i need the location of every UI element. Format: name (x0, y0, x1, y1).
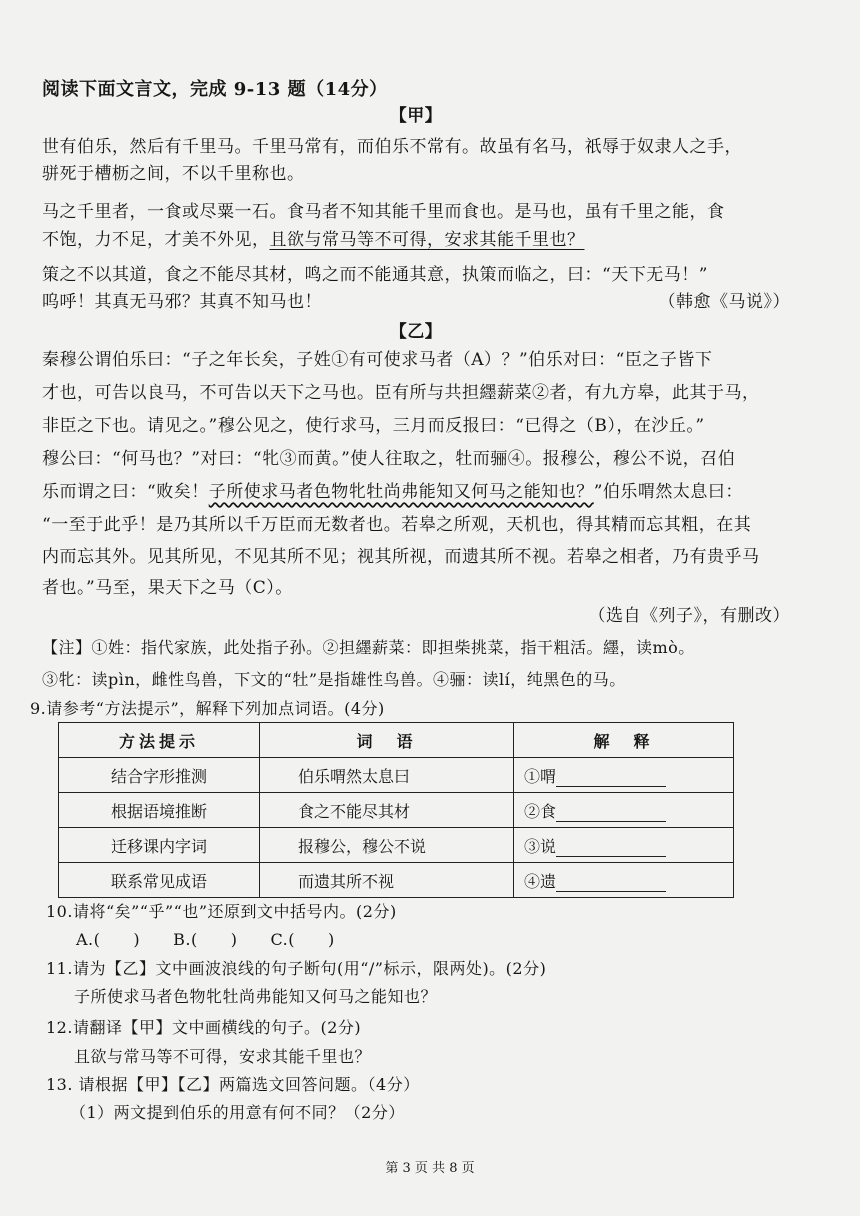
answer-label: ①喟 (524, 766, 557, 786)
table-row (59, 828, 734, 863)
yi-line-5-suffix: ”伯乐喟然太息曰： (593, 482, 743, 502)
yi-source: （选自《列子》，有删改） (588, 606, 790, 626)
phrase-cell: 报穆公，穆公不说 (260, 828, 514, 863)
header-method: 方法提示 (59, 723, 260, 758)
yi-line-4: 穆公曰：“何马也？”对曰：“牝③而黄。”使人往取之，牡而骊④。报穆公，穆公不说，召伯 (42, 449, 736, 469)
answer-cell (514, 828, 734, 863)
q10-options: A.( ) B.( ) C.( ) (76, 930, 335, 949)
table-row (59, 793, 734, 828)
yi-line-6: “一至于此乎！是乃其所以千万臣而无数者也。若皋之所观，天机也，得其精而忘其粗，在其 (42, 515, 752, 535)
answer-cell (514, 758, 734, 793)
header-explanation: 解 释 (514, 723, 734, 758)
method-cell: 迁移课内字词 (59, 828, 260, 863)
table-header-row (59, 723, 734, 758)
answer-cell (514, 863, 734, 898)
yi-line-8: 者也。”马至，果天下之马（C）。 (42, 578, 293, 598)
q11-sentence: 子所使求马者色物牝牡尚弗能知又何马之能知也？ (74, 987, 438, 1006)
method-table (58, 722, 734, 898)
yi-line-2: 才也，可告以良马，不可告以天下之马也。臣有所与共担纆薪菜②者，有九方皋，此其于马， (42, 383, 760, 403)
yi-wavy-sentence: 子所使求马者色物牝牡尚弗能知又何马之能知也？ (208, 482, 594, 502)
yi-line-5-prefix: 乐而谓之曰：“败矣！ (42, 482, 209, 502)
answer-cell (514, 793, 734, 828)
method-cell: 联系常见成语 (59, 863, 260, 898)
jia-source: （韩愈《马说》） (658, 292, 790, 312)
header-phrase: 词 语 (260, 723, 514, 758)
q12-sentence: 且欲与常马等不可得，安求其能千里也？ (74, 1047, 372, 1066)
jia-underlined-sentence: 且欲与常马等不可得，安求其能千里也？ (269, 230, 585, 250)
method-cell: 根据语境推断 (59, 793, 260, 828)
jia-line-3: 马之千里者，一食或尽粟一石。食马者不知其能千里而食也。是马也，虽有千里之能，食 (42, 202, 725, 222)
q10-prompt: 10.请将“矣”“乎”“也”还原到文中括号内。(2分) (46, 902, 397, 921)
jia-line-6-main: 呜呼！其真无马邪？其真不知马也！ (42, 292, 322, 312)
q12-prompt: 12.请翻译【甲】文中画横线的句子。(2分) (46, 1018, 362, 1037)
answer-label: ③说 (524, 836, 557, 856)
note-line-1: 【注】①姓：指代家族，此处指子孙。②担纆薪菜：即担柴挑菜，指干粗活。纆，读mò。 (42, 638, 695, 657)
page-footer: 第 3 页 共 8 页 (385, 1161, 475, 1176)
answer-blank[interactable] (556, 873, 666, 892)
section-yi-title: 【乙】 (389, 322, 443, 342)
yi-line-7: 内而忘其外。见其所见，不见其所不见；视其所视，而遗其所不视。若皋之相者，乃有贵乎马 (42, 547, 760, 567)
note-line-2: ③牝：读pìn，雌性鸟兽，下文的“牡”是指雄性鸟兽。④骊：读lí，纯黑色的马。 (42, 670, 626, 689)
table-row (59, 758, 734, 793)
answer-blank[interactable] (556, 768, 666, 787)
answer-label: ②食 (524, 801, 557, 821)
jia-line-4-prefix: 不饱，力不足，才美不外见， (42, 230, 270, 250)
q9-prompt: 9.请参考“方法提示”，解释下列加点词语。(4分) (30, 699, 385, 718)
jia-line-5: 策之不以其道，食之不能尽其材，鸣之而不能通其意，执策而临之，曰：“天下无马！” (42, 265, 708, 285)
method-cell: 结合字形推测 (59, 758, 260, 793)
phrase-cell: 而遗其所不视 (260, 863, 514, 898)
jia-line-1: 世有伯乐，然后有千里马。千里马常有，而伯乐不常有。故虽有名马，祇辱于奴隶人之手， (42, 137, 742, 157)
table-row (59, 863, 734, 898)
q13-prompt: 13. 请根据【甲】【乙】两篇选文回答问题。（4分） (46, 1075, 420, 1094)
answer-label: ④遗 (524, 871, 557, 891)
phrase-cell: 伯乐喟然太息曰 (260, 758, 514, 793)
yi-line-3: 非臣之下也。请见之。”穆公见之，使行求马，三月而反报曰：“已得之（B），在沙丘。” (42, 416, 705, 436)
answer-blank[interactable] (556, 803, 666, 822)
section-jia-title: 【甲】 (389, 106, 443, 126)
jia-line-6 (42, 290, 790, 314)
yi-line-5 (42, 480, 790, 504)
yi-line-1: 秦穆公谓伯乐曰：“子之年长矣，子姓①有可使求马者（A）？”伯乐对曰：“臣之子皆下 (42, 350, 713, 370)
jia-line-4 (42, 228, 790, 252)
q13-sub1: （1）两文提到伯乐的用意有何不同？（2分） (70, 1103, 405, 1122)
q11-prompt: 11.请为【乙】文中画波浪线的句子断句(用“/”标示，限两处)。(2分) (46, 959, 547, 978)
answer-blank[interactable] (556, 838, 666, 857)
jia-line-2: 骈死于槽枥之间，不以千里称也。 (42, 164, 305, 184)
reading-heading: 阅读下面文言文，完成 9-13 题（14分） (42, 79, 388, 100)
phrase-cell: 食之不能尽其材 (260, 793, 514, 828)
